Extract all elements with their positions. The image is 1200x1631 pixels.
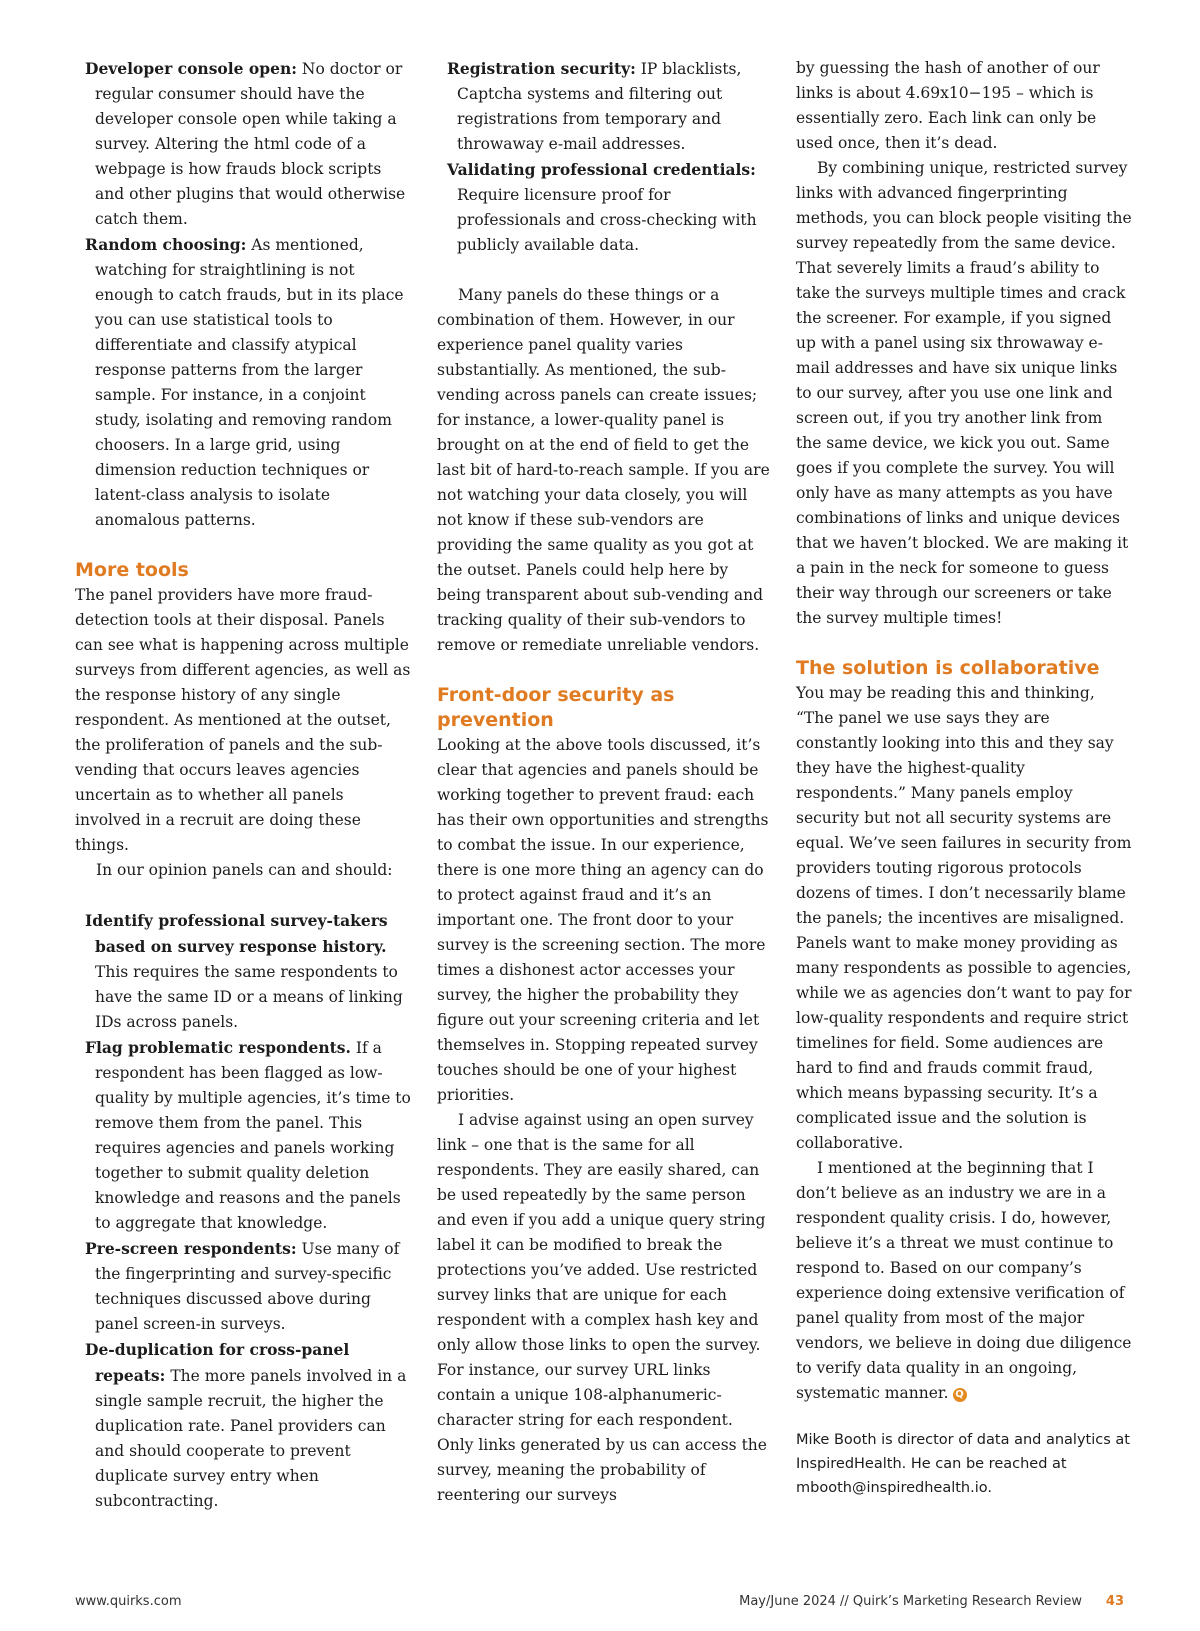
closing-paragraph-text: I mentioned at the beginning that I don’t believe as an industry we are in a respondent quality crisis. I do, however, believe it’s a threat we must continue to respond to. Based on our company’s experience doing extensive verification of panel quality from most of the major vendors, we believe in doing due diligence to verify data quality in an ongoing, systematic manner. — [796, 1159, 1132, 1402]
list-item — [447, 157, 773, 258]
body-paragraph: By combining unique, restricted survey links with advanced fingerprinting methods, you can block people visiting the survey repeatedly from the same device. That severely limits a fraud’s ability to take the surveys multiple times and crack the screener. For example, if you signed up with a panel using six throwaway e-mail addresses and have six unique links to our survey, after you use one link and screen out, if you try another link from the same device, we kick you out. Same goes if you complete the survey. You will only have as many attempts as you have combinations of links and unique devices that we haven’t blocked. We are making it a pain in the neck for someone to guess their way through our screeners or take the survey multiple times! — [796, 159, 1132, 627]
author-bio: Mike Booth is director of data and analytics at InspiredHealth. He can be reached at mbooth@inspiredhealth.io. — [796, 1432, 1130, 1496]
body-paragraph: I advise against using an open survey link – one that is the same for all respondents. They are easily shared, can be used repeatedly by the same person and even if you add a unique query string label it can be modified to break the protections you’ve added. Use restricted survey links that are unique for each respondent with a complex hash key and only allow those links to open the survey. For instance, our survey URL links contain a unique 108-alphanumeric-character string for each respondent. Only links generated by us can access the survey, meaning the probability of reentering our surveys — [437, 1111, 767, 1504]
body-paragraph: Many panels do these things or a combination of them. However, in our experience panel quality varies substantially. As mentioned, the sub-vending across panels can create issues; for instance, a lower-quality panel is brought on at the end of field to get the last bit of hard-to-reach sample. If you are not watching your data closely, you will not know if these sub-vendors are providing the same quality as you got at the outset. Panels could help here by being transparent about sub-vending and tracking quality of their sub-vendors to remove or remediate unreliable vendors. — [437, 286, 770, 654]
list-item-label: Random choosing: — [85, 235, 247, 254]
panel-recommendations-list — [75, 908, 411, 1514]
list-item-label: Validating professional credentials: — [447, 160, 756, 179]
list-item-label: Flag problematic respondents. — [85, 1038, 351, 1057]
list-item — [85, 1337, 411, 1514]
list-item-label: De-duplication for cross-panel repeats: — [85, 1340, 350, 1385]
list-item-text: As mentioned, watching for straightlining is not enough to catch frauds, but in its place you can use statistical tools to differentiate and classify atypical response patterns from the larger sample. For instance, in a conjoint study, isolating and removing random choosers. In a large grid, using dimension reduction techniques or latent-class analysis to isolate anomalous patterns. — [95, 236, 404, 529]
list-item — [447, 56, 773, 157]
column-2 — [437, 56, 773, 1508]
section-heading-more-tools: More tools — [75, 559, 189, 581]
list-item-text: Use many of the fingerprinting and survey-specific techniques discussed above during panel screen-in surveys. — [95, 1240, 400, 1333]
body-paragraph: Looking at the above tools discussed, it’s clear that agencies and panels should be working together to prevent fraud: each has their own opportunities and strengths to combat the issue. In our experience, there is one more thing an agency can do to protect against fraud and it’s an important one. The front door to your survey is the screening section. The more times a dishonest actor accesses your survey, the higher the probability they figure out your screening criteria and let themselves in. Stopping repeated survey touches should be one of your highest priorities. — [437, 736, 769, 1104]
section-heading-front-door: Front-door security as prevention — [437, 684, 675, 731]
list-item — [85, 232, 411, 533]
list-item-text: If a respondent has been flagged as low-quality by multiple agencies, it’s time to remove them from the panel. This requires agencies and panels working together to submit quality deletion knowledge and reasons and the panels to aggregate that knowledge. — [95, 1039, 411, 1232]
list-item-label: Registration security: — [447, 59, 636, 78]
list-item — [85, 56, 411, 232]
body-paragraph: by guessing the hash of another of our links is about 4.69x10−195 – which is essentially zero. Each link can only be used once, then it’s dead. — [796, 59, 1100, 152]
list-item-text: The more panels involved in a single sample recruit, the higher the duplication rate. Panel providers can and should cooperate to prevent duplicate survey entry when subcontracting. — [95, 1367, 407, 1510]
page-number: 43 — [1105, 1594, 1124, 1609]
list-item — [85, 1236, 411, 1337]
list-item — [85, 1035, 411, 1236]
list-item-text: Require licensure proof for professionals and cross-checking with publicly available data. — [457, 186, 757, 254]
section-heading-solution: The solution is collaborative — [796, 657, 1100, 679]
list-item-text: IP blacklists, Captcha systems and filtering out registrations from temporary and throwaway e-mail addresses. — [457, 60, 742, 153]
body-paragraph: In our opinion panels can and should: — [96, 861, 393, 879]
body-paragraph: The panel providers have more fraud-detection tools at their disposal. Panels can see what is happening across multiple surveys from different agencies, as well as the response history of any single respondent. As mentioned at the outset, the proliferation of panels and the sub-vending that occurs leaves agencies uncertain as to whether all panels involved in a recruit are doing these things. — [75, 586, 411, 854]
list-item-text: This requires the same respondents to have the same ID or a means of linking IDs across panels. — [95, 963, 403, 1031]
column-3 — [796, 56, 1132, 1500]
list-item — [85, 908, 411, 1035]
list-item-label: Pre-screen respondents: — [85, 1239, 297, 1258]
quirks-end-mark-icon: Q — [953, 1388, 967, 1402]
body-paragraph: You may be reading this and thinking, “The panel we use says they are constantly looking into this and they say they have the highest-quality respondents.” Many panels employ security but not all security systems are equal. We’ve seen failures in security from providers touting rigorous protocols dozens of times. I don’t necessarily blame the panels; the incentives are misaligned. Panels want to make money providing as many respondents as possible to agencies, while we as agencies don’t want to pay for low-quality respondents and require strict timelines for field. Some audiences are hard to find and frauds commit fraud, which means bypassing security. It’s a complicated issue and the solution is collaborative. — [796, 684, 1132, 1152]
list-item-text: No doctor or regular consumer should have the developer console open while taking a survey. Altering the html code of a webpage is how frauds block scripts and other plugins that would otherwise catch them. — [95, 60, 406, 228]
list-item-label: Developer console open: — [85, 59, 297, 78]
list-item-label: Identify professional survey-takers based on survey response history. — [85, 911, 388, 956]
body-paragraph — [796, 1156, 1132, 1406]
column-1 — [75, 56, 411, 1514]
footer-website: www.quirks.com — [75, 1594, 182, 1609]
footer-issue: May/June 2024 // Quirk’s Marketing Research Review — [739, 1594, 1082, 1609]
